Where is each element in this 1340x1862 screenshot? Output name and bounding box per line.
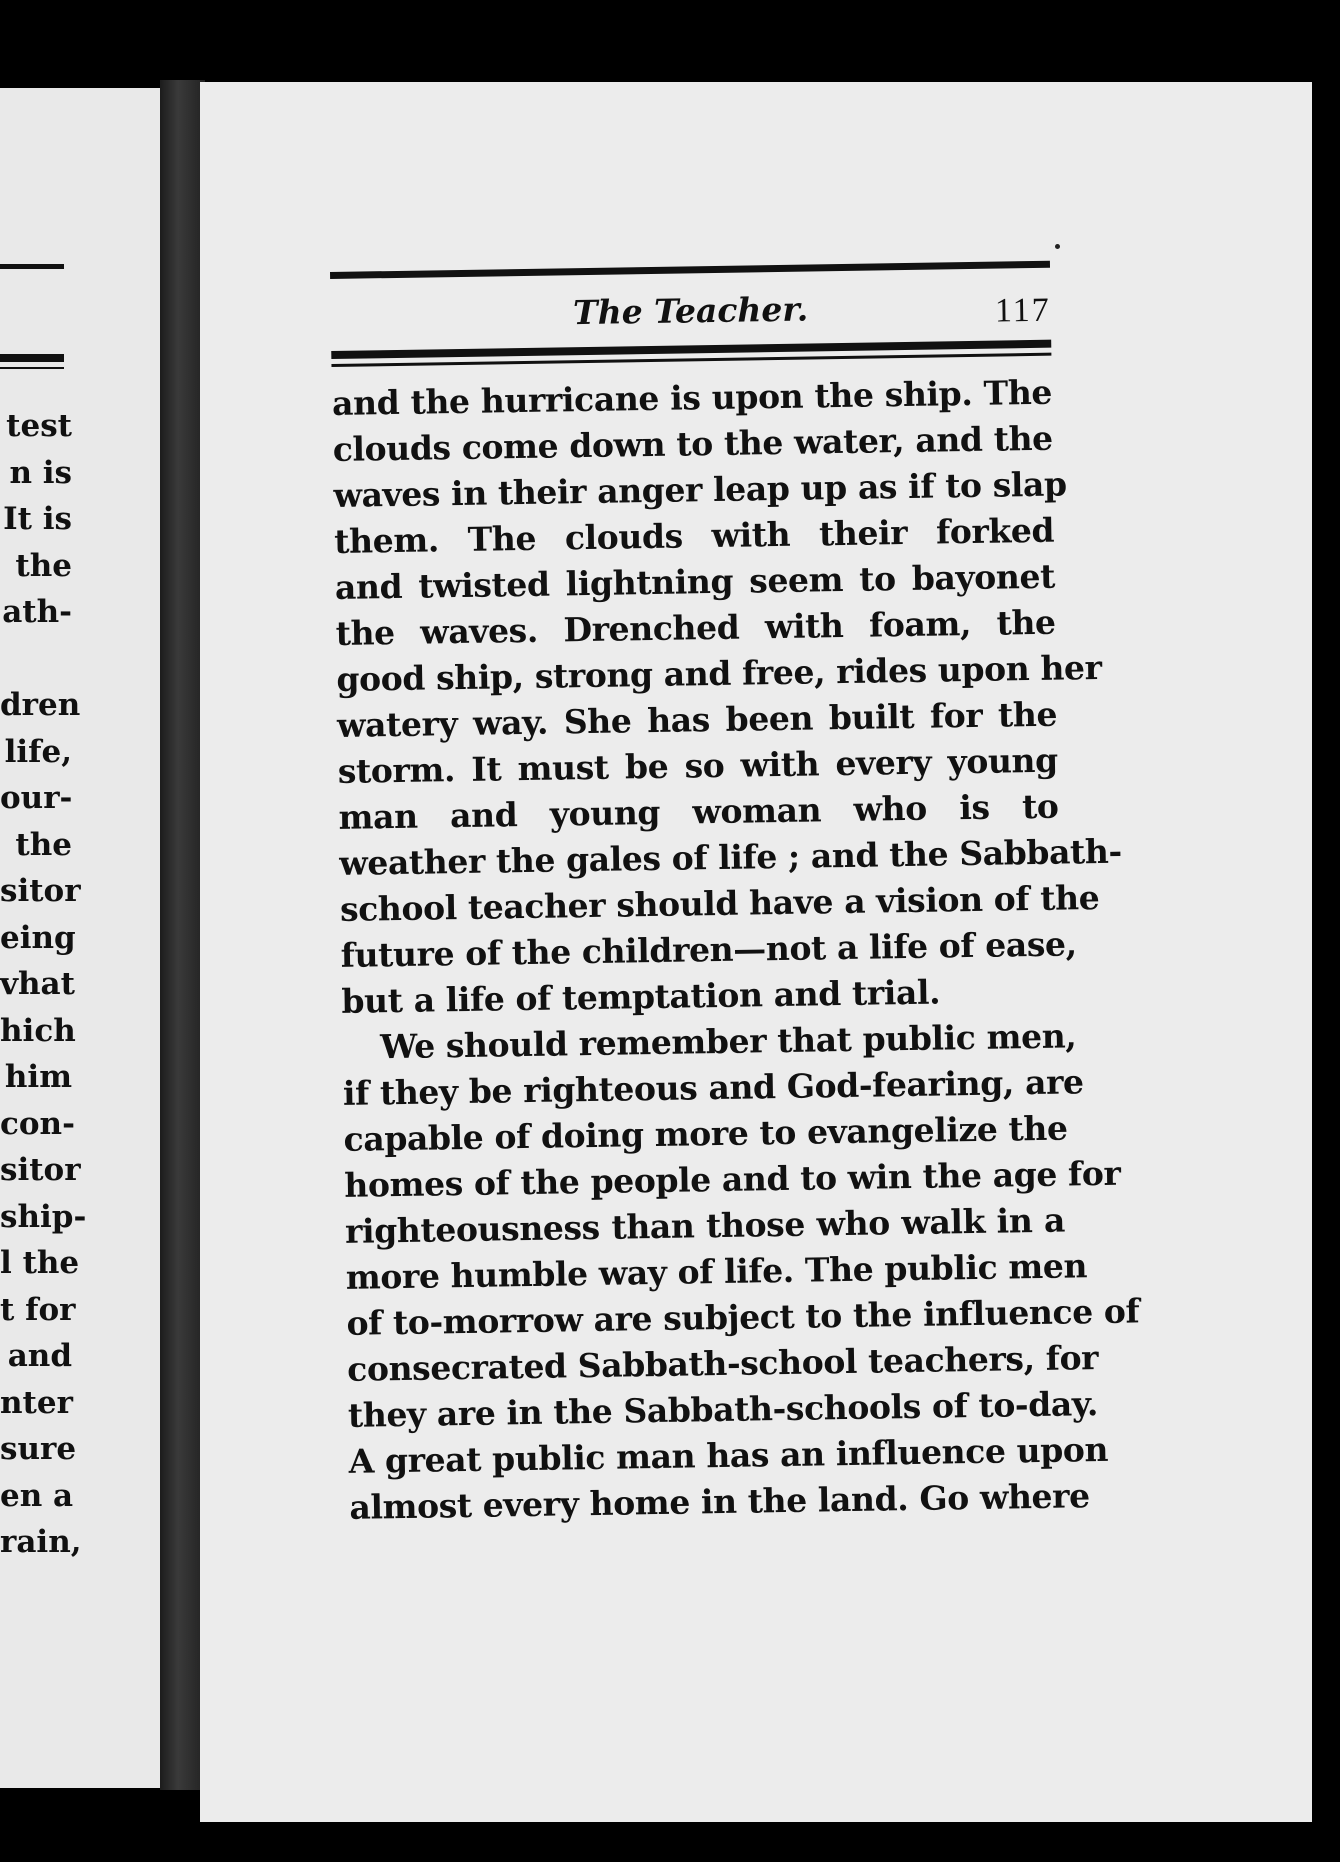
facing-page-text (0, 403, 87, 1566)
paper-speck (1055, 244, 1060, 249)
text-line: A great public man has an influence upon (348, 1429, 1109, 1481)
running-title: The Teacher. (572, 289, 809, 333)
text-line: and the hurricane is upon the ship. The (331, 372, 1053, 423)
text-line: consecrated Sabbath-school teachers, for (346, 1338, 1099, 1389)
facing-line: t for (0, 1291, 76, 1328)
text-line: if they be righteous and God-fearing, are (342, 1062, 1084, 1113)
text-line: almost every home in the land. Go where (349, 1476, 1090, 1527)
text-line: future of the children—not a life of ease, (340, 924, 1077, 975)
text-line: capable of doing more to evangelize the (343, 1108, 1068, 1159)
facing-line: sure (0, 1431, 77, 1467)
page-content (330, 261, 1140, 1531)
facing-line: It is (3, 501, 72, 537)
facing-line: con- (0, 1105, 75, 1142)
text-line: man and young woman who is to (338, 786, 1059, 837)
facing-line: the (15, 826, 72, 863)
facing-line: en a (0, 1477, 74, 1514)
text-line: them. The clouds with their forked (333, 510, 1055, 561)
text-line: and twisted lightning seem to bayonet (334, 556, 1056, 607)
text-line: weather the gales of life ; and the Sabbath- (338, 831, 1123, 883)
facing-line (0, 636, 72, 683)
text-line: clouds come down to the water, and the (332, 418, 1054, 469)
text-line: storm. It must be so with every young (337, 740, 1059, 791)
page-number: 117 (994, 291, 1051, 330)
text-line: waves in their anger leap up as if to slap (333, 464, 1067, 515)
text-line: school teacher should have a vision of the (339, 877, 1100, 929)
facing-line: the (15, 547, 72, 584)
facing-line: our- (0, 780, 73, 816)
text-line: the waves. Drenched with foam, the (335, 602, 1056, 653)
text-line: but a life of temptation and trial. (341, 972, 941, 1021)
facing-line: eing (0, 919, 76, 956)
text-line: of to-morrow are subject to the influence of (346, 1291, 1140, 1343)
text-line: more humble way of life. The public men (345, 1246, 1088, 1297)
facing-line: dren (0, 687, 81, 723)
text-line: good ship, strong and free, rides upon her (336, 647, 1102, 699)
body-text (331, 370, 1140, 1531)
text-line: they are in the Sabbath-schools of to-day. (347, 1384, 1099, 1435)
facing-line: rain, (0, 1524, 82, 1560)
facing-line: hich (0, 1012, 76, 1049)
facing-line: ath- (2, 594, 72, 630)
text-line: watery way. She has been built for the (336, 694, 1058, 745)
facing-line: test (6, 408, 72, 444)
facing-line: n is (9, 454, 72, 491)
facing-line: ship- (0, 1198, 87, 1235)
facing-line: nter (0, 1384, 73, 1421)
book-spine-shadow (160, 80, 205, 1790)
facing-line: and (7, 1338, 72, 1374)
facing-line: l the (0, 1245, 80, 1281)
text-line: homes of the people and to win the age for (344, 1153, 1121, 1205)
facing-page-rule (0, 264, 64, 269)
facing-line: sitor (0, 1152, 81, 1188)
facing-line: life, (4, 733, 72, 770)
facing-line: sitor (0, 873, 81, 909)
facing-line: vhat (0, 966, 75, 1002)
running-head (330, 282, 1051, 347)
text-line: righteousness than those who walk in a (344, 1200, 1066, 1251)
facing-line: him (4, 1059, 72, 1095)
text-line: We should remember that public men, (379, 1016, 1077, 1067)
facing-page-rule (0, 354, 64, 362)
facing-page-rule (0, 367, 64, 369)
